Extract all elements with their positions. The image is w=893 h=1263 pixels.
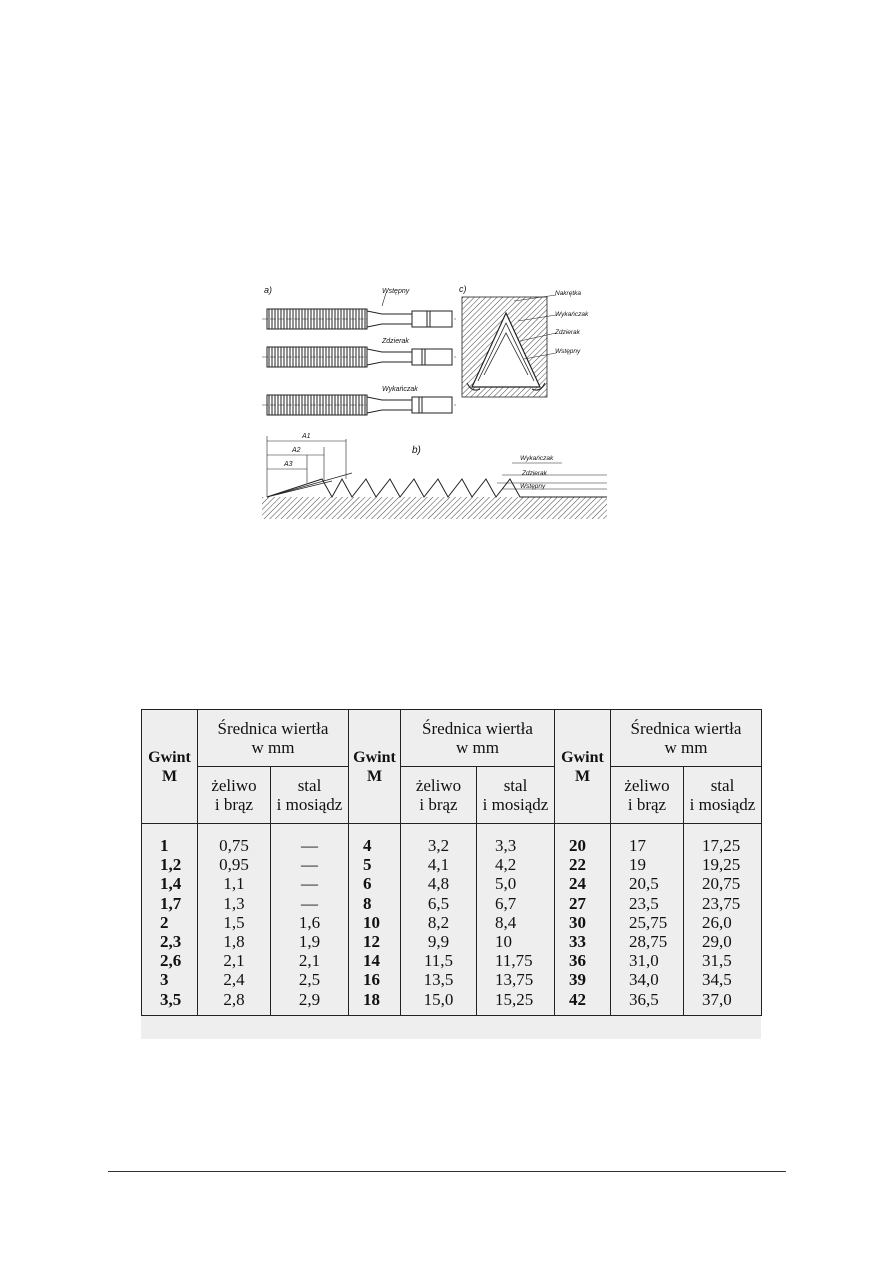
table-cell: 42: [569, 989, 586, 1009]
label-b: b): [412, 445, 421, 456]
table-cell: 6: [363, 874, 372, 894]
header-stal-2: stal i mosiądz: [477, 767, 555, 824]
table-cell: —: [301, 855, 318, 875]
table-cell: 2,3: [160, 931, 182, 951]
table-cell: 33: [569, 931, 586, 951]
column-zeliwo-group-1: [198, 824, 271, 1016]
table-cell: 31,5: [702, 951, 732, 971]
label-b-zdzierak: Zdzierak: [522, 470, 547, 477]
table-cell: 11,5: [423, 951, 454, 971]
table-cell: 1,9: [298, 931, 321, 951]
header-srednica-3: Średnica wiertła w mm: [611, 710, 762, 767]
table-cell: 37,0: [702, 989, 732, 1009]
table-cell: 34,5: [702, 970, 732, 990]
header-gwint-3: Gwint M: [555, 710, 611, 824]
table-cell: 13,75: [495, 970, 534, 990]
table-cell: 11,75: [495, 951, 533, 971]
drill-size-table-container: [141, 709, 761, 1039]
table-cell: 1,7: [160, 893, 182, 913]
column-zeliwo-group-3: [611, 824, 684, 1016]
table-cell: 4,2: [495, 855, 517, 875]
thread-section: [462, 290, 589, 397]
table-cell: 1: [160, 836, 169, 855]
label-tap3: Wykańczak: [382, 386, 418, 393]
table-cell: 1,5: [223, 912, 245, 932]
table-cell: 1,2: [160, 855, 182, 875]
column-m-group-3: [555, 824, 611, 1016]
table-cell: 4: [363, 836, 372, 855]
table-cell: 1,3: [223, 893, 245, 913]
header-stal-3: stal i mosiądz: [684, 767, 762, 824]
table-cell: —: [301, 893, 318, 913]
header-gwint-1: Gwint M: [142, 710, 198, 824]
table-cell: —: [301, 874, 318, 894]
tap-set-figure: [262, 283, 607, 519]
table-cell: 23,75: [702, 893, 741, 913]
table-cell: 5: [363, 855, 372, 875]
table-cell: 12: [363, 931, 380, 951]
header-zeliwo-2: żeliwo i brąz: [401, 767, 477, 824]
table-cell: 2,6: [160, 951, 182, 971]
header-stal-1: stal i mosiądz: [271, 767, 349, 824]
table-cell: 15,25: [495, 989, 534, 1009]
column-stal-group-1: [271, 824, 349, 1016]
table-cell: 20,5: [629, 874, 659, 894]
thread-lead-section: [262, 433, 607, 519]
header-srednica-1: Średnica wiertła w mm: [198, 710, 349, 767]
header-zeliwo-1: żeliwo i brąz: [198, 767, 271, 824]
table-cell: 16: [363, 970, 380, 990]
label-c: c): [459, 284, 467, 294]
column-m-group-1: [142, 824, 198, 1016]
label-a1: A1: [302, 433, 311, 440]
header-gwint-2: Gwint M: [349, 710, 401, 824]
column-stal-group-3: [684, 824, 762, 1016]
footer-divider: [108, 1171, 786, 1172]
label-c-wstepny: Wstępny: [555, 348, 581, 355]
table-cell: 18: [363, 989, 380, 1009]
table-cell: 3: [160, 970, 169, 990]
table-cell: 1,1: [223, 874, 245, 894]
table-cell: 3,2: [427, 836, 450, 855]
table-cell: 0,75: [219, 836, 249, 855]
column-m-group-2: [349, 824, 401, 1016]
table-cell: 28,75: [629, 931, 668, 951]
table-cell: 9,9: [427, 931, 450, 951]
table-cell: 2,1: [223, 951, 245, 971]
table-cell: 19,25: [702, 855, 741, 875]
drill-size-table: [141, 709, 762, 1016]
tap-zdzierak: [262, 338, 456, 367]
table-cell: 26,0: [702, 912, 732, 932]
table-cell: 19: [629, 855, 646, 875]
table-cell: 3,3: [495, 836, 517, 855]
table-cell: 6,7: [495, 893, 517, 913]
table-cell: 39: [569, 970, 586, 990]
table-body-row: [142, 824, 762, 1016]
table-cell: 29,0: [702, 931, 732, 951]
label-c-nakretka: Nakrętka: [555, 290, 582, 297]
tap-wykanczak: [262, 386, 456, 415]
column-stal-group-2: [477, 824, 555, 1016]
table-cell: 4,1: [427, 855, 450, 875]
table-cell: 10: [363, 912, 380, 932]
label-b-wstepny: Wstępny: [520, 483, 546, 490]
table-cell: 4,8: [427, 874, 450, 894]
table-cell: 34,0: [629, 970, 659, 990]
table-cell: 25,75: [629, 912, 668, 932]
table-cell: 1,4: [160, 874, 182, 894]
label-a2: A2: [292, 447, 301, 454]
column-zeliwo-group-2: [401, 824, 477, 1016]
table-cell: 36: [569, 951, 586, 971]
label-tap2: Zdzierak: [382, 338, 409, 345]
table-cell: 10: [495, 931, 512, 951]
label-tap1: Wstępny: [382, 288, 410, 295]
label-c-zdzierak: Zdzierak: [555, 329, 580, 336]
table-cell: 30: [569, 912, 586, 932]
table-cell: 6,5: [427, 893, 450, 913]
table-cell: 1,8: [223, 931, 245, 951]
table-cell: 8,2: [427, 912, 450, 932]
header-zeliwo-3: żeliwo i brąz: [611, 767, 684, 824]
table-cell: 31,0: [629, 951, 659, 971]
table-cell: 2: [160, 912, 169, 932]
table-cell: 2,5: [298, 970, 321, 990]
table-cell: —: [301, 836, 318, 855]
header-srednica-2: Średnica wiertła w mm: [401, 710, 555, 767]
table-cell: 2,9: [298, 989, 321, 1009]
table-cell: 36,5: [629, 989, 659, 1009]
table-cell: 8: [363, 893, 372, 913]
table-cell: 8,4: [495, 912, 517, 932]
table-cell: 2,4: [223, 970, 245, 990]
table-cell: 5,0: [495, 874, 517, 894]
table-cell: 23,5: [629, 893, 659, 913]
table-cell: 3,5: [160, 989, 182, 1009]
table-cell: 2,8: [223, 989, 245, 1009]
table-cell: 20: [569, 836, 586, 855]
label-c-wykanczak: Wykańczak: [555, 311, 589, 318]
label-a: a): [264, 285, 273, 295]
label-a3: A3: [284, 461, 293, 468]
table-cell: 0,95: [219, 855, 249, 875]
table-cell: 20,75: [702, 874, 741, 894]
table-cell: 17,25: [702, 836, 741, 855]
table-cell: 13,5: [423, 970, 454, 990]
table-cell: 22: [569, 855, 586, 875]
table-cell: 27: [569, 893, 586, 913]
label-b-wykanczak: Wykańczak: [520, 455, 554, 462]
table-cell: 1,6: [298, 912, 321, 932]
table-cell: 15,0: [423, 989, 454, 1009]
table-cell: 24: [569, 874, 586, 894]
table-cell: 14: [363, 951, 380, 971]
table-cell: 2,1: [298, 951, 321, 971]
tap-wstepny: [262, 288, 456, 329]
table-cell: 17: [629, 836, 646, 855]
